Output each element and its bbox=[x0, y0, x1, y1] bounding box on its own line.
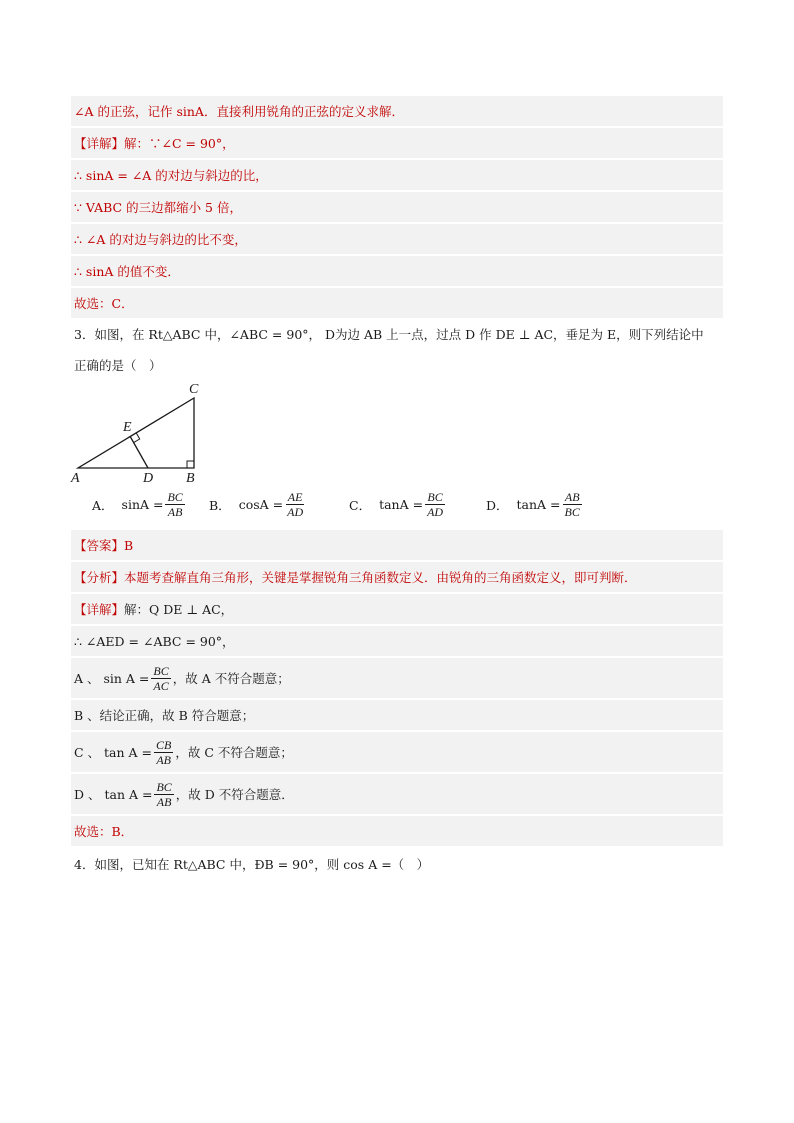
solution-line-4 bbox=[71, 192, 723, 222]
check-d-line: D 、 tan A = $\frac{BC}{AB}$ ，故 D 不符合题意． bbox=[71, 774, 723, 814]
definition-text: ∠A 的正弦，记作 sinA．直接利用锐角的正弦的定义求解． bbox=[74, 104, 404, 119]
label-c: C bbox=[189, 382, 199, 397]
fraction: $\frac{AB}{BC}$ bbox=[564, 490, 580, 519]
detail-tag: 【详解】 bbox=[74, 602, 125, 617]
question-4-stem-text: 4．如图，已知在 Rt△ABC 中，ÐB = 90°，则 cos A =（ ） bbox=[74, 857, 430, 872]
answer-value: B bbox=[124, 537, 134, 553]
detail-text: 解：∵∠C = 90°， bbox=[124, 136, 235, 151]
fraction: $\frac{BC}{AC}$ bbox=[153, 663, 169, 693]
label-b: B bbox=[186, 471, 195, 486]
check-b-line: B 、结论正确，故 B 符合题意； bbox=[71, 700, 723, 730]
since-text: ∴ ∠AED = ∠ABC = 90°， bbox=[74, 634, 235, 649]
triangle-figure bbox=[68, 378, 213, 488]
solution-line-detail bbox=[71, 128, 723, 158]
detail-tag: 【详解】 bbox=[74, 136, 125, 151]
question-3-stem bbox=[71, 320, 723, 348]
answer-tag: 【答案】 bbox=[74, 538, 125, 553]
choose-text: 故选：C． bbox=[74, 296, 134, 311]
detail-line bbox=[71, 594, 723, 624]
solution-line-definition bbox=[71, 96, 723, 126]
analysis-text: 本题考查解直角三角形，关键是掌握锐角三角函数定义．由锐角的三角函数定义，即可判断． bbox=[124, 570, 637, 585]
label-e: E bbox=[123, 420, 132, 435]
solution-text: ∵ VABC 的三边都缩小 5 倍， bbox=[74, 200, 242, 215]
fraction: $\frac{AE}{AD}$ bbox=[287, 490, 304, 519]
triangle-abc bbox=[78, 398, 194, 468]
check-a-line: A 、 sin A = $\frac{BC}{AC}$ ，故 A 不符合题意； bbox=[71, 658, 723, 698]
segment-de bbox=[130, 437, 148, 469]
solution-line-choose bbox=[71, 288, 723, 318]
solution-text: ∴ sinA = ∠A 的对边与斜边的比， bbox=[74, 168, 268, 183]
since-line bbox=[71, 626, 723, 656]
question-3-stem-text: 3．如图，在 Rt△ABC 中，∠ABC = 90°， D为边 AB 上一点，过点 D 作 DE ⊥ AC，垂足为 E，则下列结论中 bbox=[74, 327, 704, 342]
option-d[interactable]: D． tanA = $\frac{AB}{BC}$ bbox=[486, 490, 580, 519]
fraction: $\frac{CB}{AB}$ bbox=[156, 737, 172, 767]
option-c[interactable]: C． tanA = $\frac{BC}{AD}$ bbox=[349, 490, 444, 519]
question-4-stem bbox=[71, 850, 723, 878]
solution-text: ∴ ∠A 的对边与斜边的比不变， bbox=[74, 232, 247, 247]
choose-line bbox=[71, 816, 723, 846]
fraction: $\frac{BC}{AB}$ bbox=[167, 490, 183, 519]
detail-text: 解：Q DE ⊥ AC， bbox=[124, 602, 234, 617]
solution-text: ∴ sinA 的值不变． bbox=[74, 264, 180, 279]
answer-line bbox=[71, 530, 723, 560]
question-3-stem-text: 正确的是（ ） bbox=[74, 358, 162, 373]
fraction: $\frac{BC}{AD}$ bbox=[427, 490, 444, 519]
option-b[interactable]: B． cosA = $\frac{AE}{AD}$ bbox=[209, 490, 304, 519]
solution-line-5 bbox=[71, 224, 723, 254]
check-c-line: C 、 tan A = $\frac{CB}{AB}$ ，故 C 不符合题意； bbox=[71, 732, 723, 772]
right-angle-mark-b bbox=[187, 461, 194, 468]
label-a: A bbox=[71, 471, 80, 486]
label-d: D bbox=[143, 471, 154, 486]
solution-line-6 bbox=[71, 256, 723, 286]
analysis-line bbox=[71, 562, 723, 592]
solution-line-3 bbox=[71, 160, 723, 190]
choose-text: 故选：B． bbox=[74, 824, 134, 839]
question-3-stem-cont bbox=[71, 351, 723, 379]
fraction: $\frac{BC}{AB}$ bbox=[156, 779, 172, 809]
analysis-tag: 【分析】 bbox=[74, 570, 125, 585]
option-a[interactable]: A． sinA = $\frac{BC}{AB}$ bbox=[92, 490, 183, 519]
